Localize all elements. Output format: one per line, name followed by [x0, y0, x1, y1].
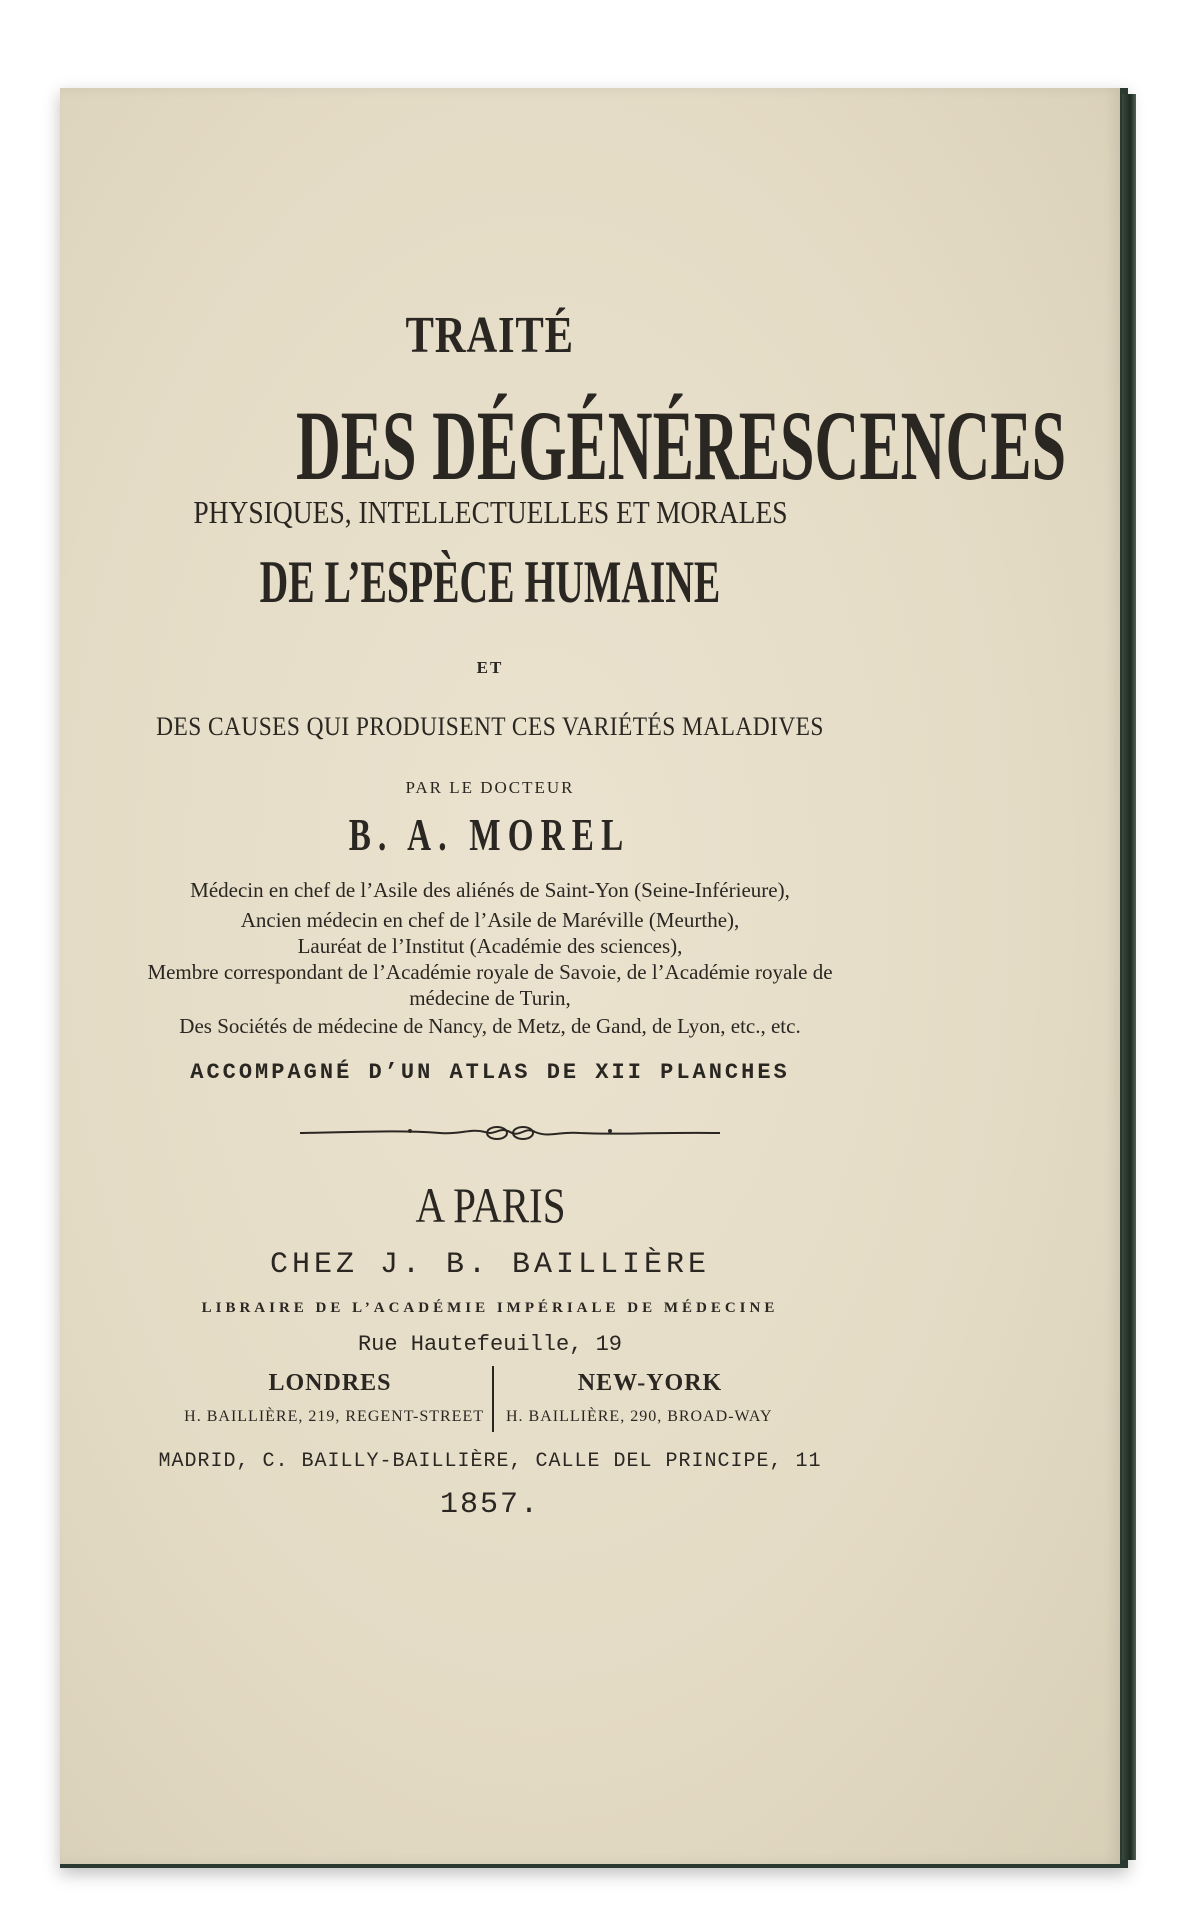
credential-line: Membre correspondant de l’Académie royale de Savoie, de l’Académie royale de: [147, 960, 833, 984]
credential-line: Ancien médecin en chef de l’Asile de Maréville (Meurthe),: [240, 908, 740, 932]
title-line-traite: TRAITÉ: [405, 307, 575, 364]
conjunction-et: ET: [476, 658, 504, 677]
title-line-espece-humaine: DE L’ESPÈCE HUMAINE: [259, 549, 721, 615]
branch-london-address: H. BAILLIÈRE, 219, REGENT-STREET: [184, 1408, 484, 1425]
imprint-city: A PARIS: [414, 1177, 566, 1233]
publisher-address: Rue Hautefeuille, 19: [357, 1332, 623, 1357]
credential-line: Lauréat de l’Institut (Académie des sciences),: [297, 934, 683, 958]
publisher-title: LIBRAIRE DE L’ACADÉMIE IMPÉRIALE DE MÉDECINE: [201, 1300, 779, 1316]
atlas-note: ACCOMPAGNÉ D’UN ATLAS DE XII PLANCHES: [190, 1060, 790, 1085]
branch-newyork-name: NEW-YORK: [577, 1370, 723, 1396]
credential-line: Des Sociétés de médecine de Nancy, de Metz, de Gand, de Lyon, etc., etc.: [179, 1014, 801, 1038]
credential-line: médecine de Turin,: [409, 986, 571, 1010]
by-line: PAR LE DOCTEUR: [405, 778, 575, 797]
ornament-rule: [300, 1118, 720, 1148]
author-name: B. A. MOREL: [349, 809, 631, 860]
credential-line: Médecin en chef de l’Asile des aliénés de Saint-Yon (Seine-Inférieure),: [190, 878, 790, 902]
branch-london-name: LONDRES: [268, 1370, 392, 1396]
publisher-name: CHEZ J. B. BAILLIÈRE: [269, 1248, 711, 1282]
title-line-degenerescences: DES DÉGÉNÉRESCENCES: [295, 390, 1067, 501]
book-edge: [1122, 94, 1136, 1860]
branch-divider: [492, 1366, 494, 1432]
subtitle-physiques: PHYSIQUES, INTELLECTUELLES ET MORALES: [192, 494, 788, 530]
title-page: [60, 88, 1120, 1864]
subtitle-causes: DES CAUSES QUI PRODUISENT CES VARIÉTÉS MALADIVES: [156, 712, 824, 741]
publication-year: 1857.: [439, 1488, 540, 1522]
branch-newyork-address: H. BAILLIÈRE, 290, BROAD-WAY: [506, 1408, 773, 1425]
branch-madrid: MADRID, C. BAILLY-BAILLIÈRE, CALLE DEL PRINCIPE, 11: [158, 1450, 822, 1473]
